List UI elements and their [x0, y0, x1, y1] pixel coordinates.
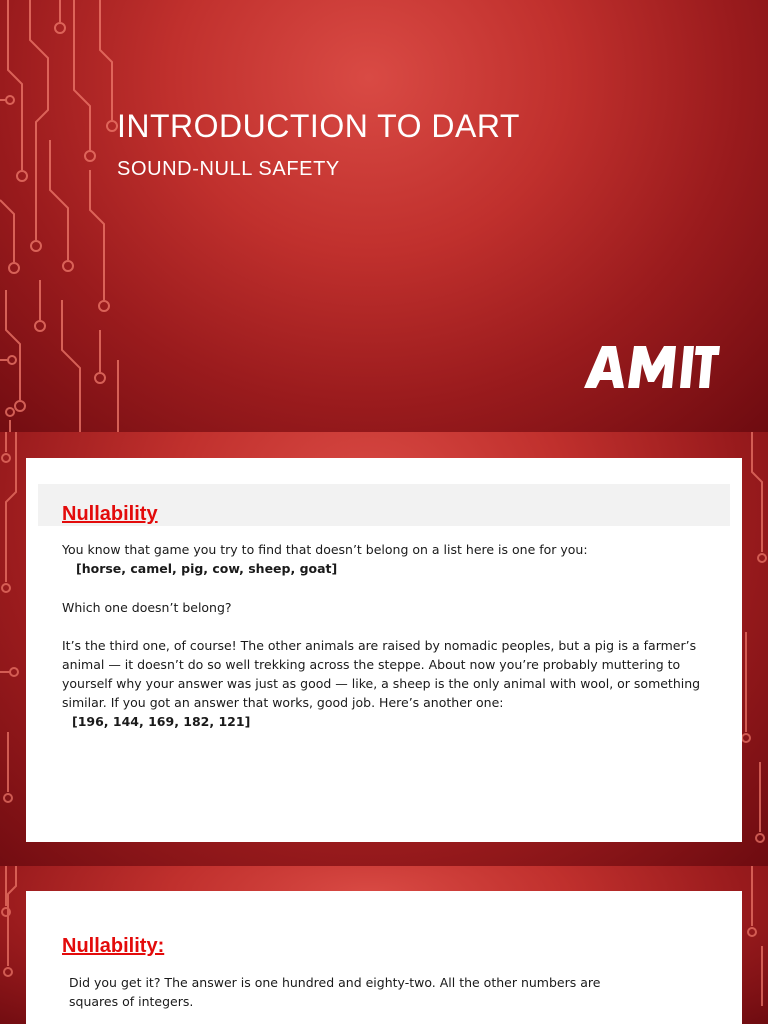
- title-slide: [0, 0, 768, 432]
- slide2-heading: Nullability: [62, 503, 158, 525]
- slide2-paragraph-line-2: animal — it doesn’t do so well trekking across the steppe. About now you’re probably muttering to: [62, 657, 681, 672]
- nullability-answer-slide: [0, 866, 768, 1024]
- slide2-question-text: Which one doesn’t belong?: [62, 600, 232, 615]
- presentation-title: INTRODUCTION TO DART: [117, 108, 520, 144]
- slide3-answer-line-1: Did you get it? The answer is one hundred and eighty-two. All the other numbers are: [69, 975, 601, 990]
- slide2-intro-text: You know that game you try to find that doesn’t belong on a list here is one for you:: [62, 542, 588, 557]
- slide2-animal-list: [horse, camel, pig, cow, sheep, goat]: [76, 561, 338, 576]
- slide2-paragraph-line-4: similar. If you got an answer that works, good job. Here’s another one:: [62, 695, 504, 710]
- slide2-paragraph-line-3: yourself why your answer was just as good — like, a sheep is the only animal with wool, or something: [62, 676, 701, 691]
- amit-logo-icon: [584, 344, 720, 390]
- presentation-subtitle: SOUND-NULL SAFETY: [117, 158, 340, 180]
- nullability-slide: [0, 432, 768, 866]
- slide3-heading: Nullability:: [62, 935, 165, 957]
- slide3-answer-line-2: squares of integers.: [69, 994, 194, 1009]
- slide2-paragraph-line-1: It’s the third one, of course! The other animals are raised by nomadic peoples, but a pig is a farmer’s: [62, 638, 697, 653]
- slide2-number-list: [196, 144, 169, 182, 121]: [72, 714, 251, 729]
